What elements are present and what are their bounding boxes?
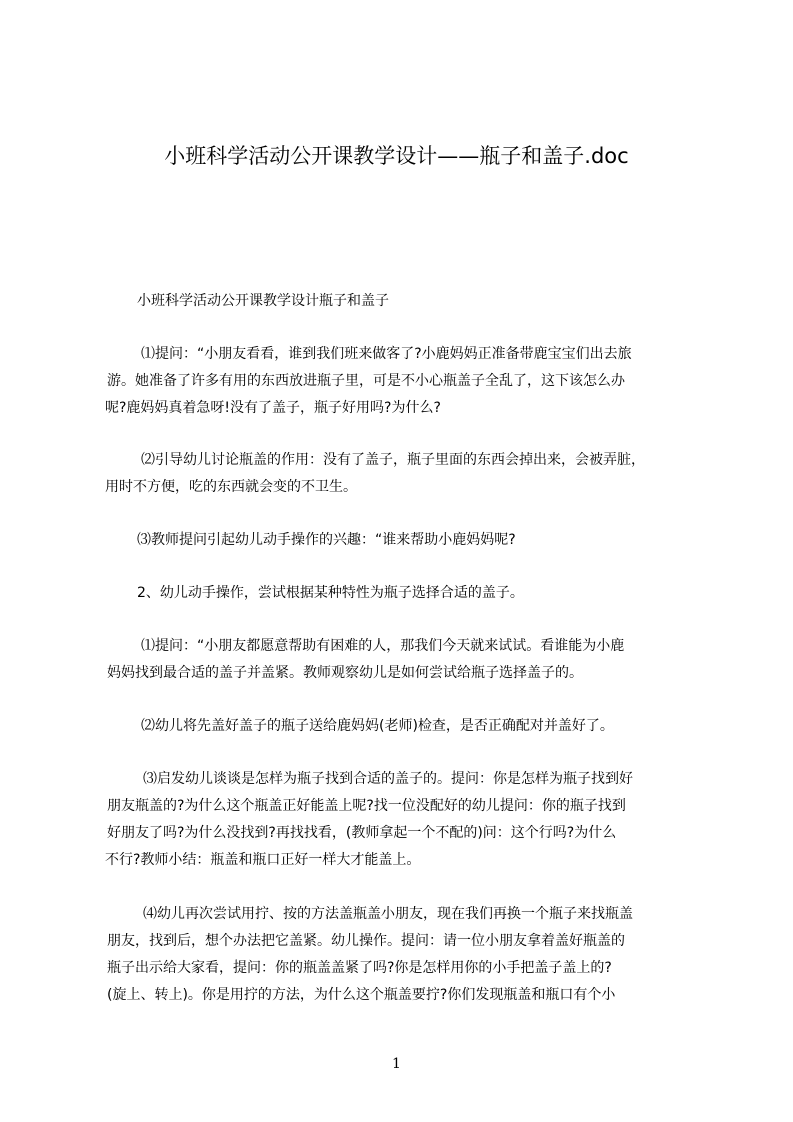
paragraph-line: 游。她准备了许多有用的东西放进瓶子里，可是不小心瓶盖子全乱了，这下该怎么办 (107, 373, 625, 389)
paragraph-line: (旋上、转上)。你是用拧的方法，为什么这个瓶盖要拧?你们发现瓶盖和瓶口有个小 (107, 987, 616, 1003)
page-number: 1 (392, 1056, 401, 1072)
paragraph-line: ⑴提问：“小朋友都愿意帮助有困难的人，那我们今天就来试试。看谁能为小鹿 (141, 638, 625, 654)
paragraph-line: ⑷幼儿再次尝试用拧、按的方法盖瓶盖小朋友，现在我们再换一个瓶子来找瓶盖 (143, 906, 633, 922)
paragraph-line: 呢?鹿妈妈真着急呀!没有了盖子，瓶子好用吗?为什么? (105, 400, 441, 416)
paragraph-line: 好朋友了吗?为什么没找到?再找找看，(教师拿起一个不配的)问：这个行吗?为什么 (107, 825, 617, 841)
paragraph-line: ⑵幼儿将先盖好盖子的瓶子送给鹿妈妈(老师)检查，是否正确配对并盖好了。 (141, 718, 614, 734)
paragraph-line: 不行?教师小结：瓶盖和瓶口正好一样大才能盖上。 (105, 852, 421, 868)
paragraph-line: ⑵引导幼儿讨论瓶盖的作用：没有了盖子，瓶子里面的东西会掉出来，会被弄脏， (141, 452, 645, 468)
paragraph-line: 朋友瓶盖的?为什么这个瓶盖正好能盖上呢?找一位没配好的幼儿提问：你的瓶子找到 (107, 798, 626, 814)
paragraph-line: ⑶教师提问引起幼儿动手操作的兴趣：“谁来帮助小鹿妈妈呢? (137, 532, 516, 548)
paragraph-line: 2、幼儿动手操作，尝试根据某种特性为瓶子选择合适的盖子。 (137, 585, 524, 601)
paragraph-line: ⑶启发幼儿谈谈是怎样为瓶子找到合适的盖子的。提问：你是怎样为瓶子找到好 (143, 771, 633, 787)
paragraph-line: 瓶子出示给大家看，提问：你的瓶盖盖紧了吗?你是怎样用你的小手把盖子盖上的? (107, 960, 612, 976)
document-title: 小班科学活动公开课教学设计——瓶子和盖子.doc (164, 144, 629, 168)
paragraph-line: 朋友，找到后，想个办法把它盖紧。幼儿操作。提问：请一位小朋友拿着盖好瓶盖的 (107, 933, 625, 949)
paragraph-line: ⑴提问：“小朋友看看，谁到我们班来做客了?小鹿妈妈正准备带鹿宝宝们出去旅 (141, 346, 632, 362)
section-heading: 小班科学活动公开课教学设计瓶子和盖子 (137, 293, 389, 309)
paragraph-line: 用时不方便，吃的东西就会变的不卫生。 (105, 479, 357, 495)
paragraph-line: 妈妈找到最合适的盖子并盖紧。教师观察幼儿是如何尝试给瓶子选择盖子的。 (107, 665, 583, 681)
